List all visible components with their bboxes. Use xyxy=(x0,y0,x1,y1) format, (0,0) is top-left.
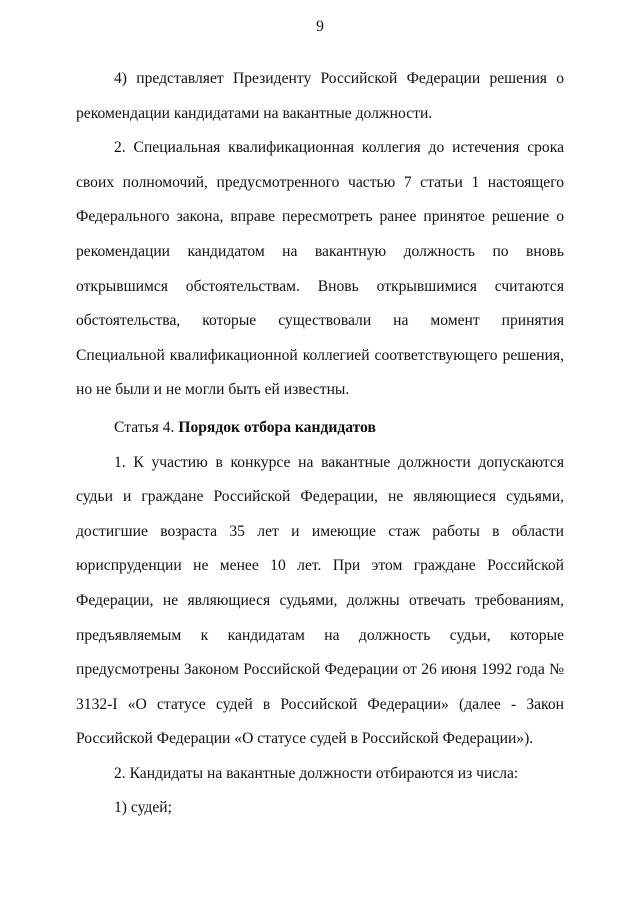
article-title: Порядок отбора кандидатов xyxy=(178,418,376,436)
paragraph-article4-part-2: 2. Кандидаты на вакантные должности отбираются из числа: xyxy=(114,764,519,782)
page-number: 9 xyxy=(316,18,324,35)
article-heading xyxy=(76,411,564,446)
article-label: Статья 4. xyxy=(114,418,179,436)
paragraph-article4-part-1: 1. К участию в конкурсе на вакантные должности допускаются судьи и граждане Российской Федерации, не являющиеся судьями, достигшие возраста 35 лет и имеющие стаж работы в области юриспруденции не менее 10 лет. При этом граждане Российской Федерации, не являющиеся судьями, должны отвечать требованиям, предъявляемым к кандидатам на должность судьи, которые предусмотрены Законом Российской Федерации от 26 июня 1992 года № 3132-I «О статусе судей в Российской Федерации» (далее - Закон Российской Федерации «О статусе судей в Российской Федерации»). xyxy=(76,453,564,748)
document-body xyxy=(76,62,564,826)
paragraph-part-2: 2. Специальная квалификационная коллегия до истечения срока своих полномочий, предусмотренного частью 7 статьи 1 настоящего Федерального закона, вправе пересмотреть ранее принятое решение о рекомендации кандидатом на вакантную должность по вновь открывшимся обстоятельствам. Вновь открывшимися считаются обстоятельства, которые существовали на момент принятия Специальной квалификационной коллегией соответствующего решения, но не были и не могли быть ей известны. xyxy=(76,139,564,399)
paragraph-list-item-1: 1) судей; xyxy=(114,799,172,817)
paragraph-item-4: 4) представляет Президенту Российской Федерации решения о рекомендации кандидатами на вакантные должности. xyxy=(76,70,564,122)
